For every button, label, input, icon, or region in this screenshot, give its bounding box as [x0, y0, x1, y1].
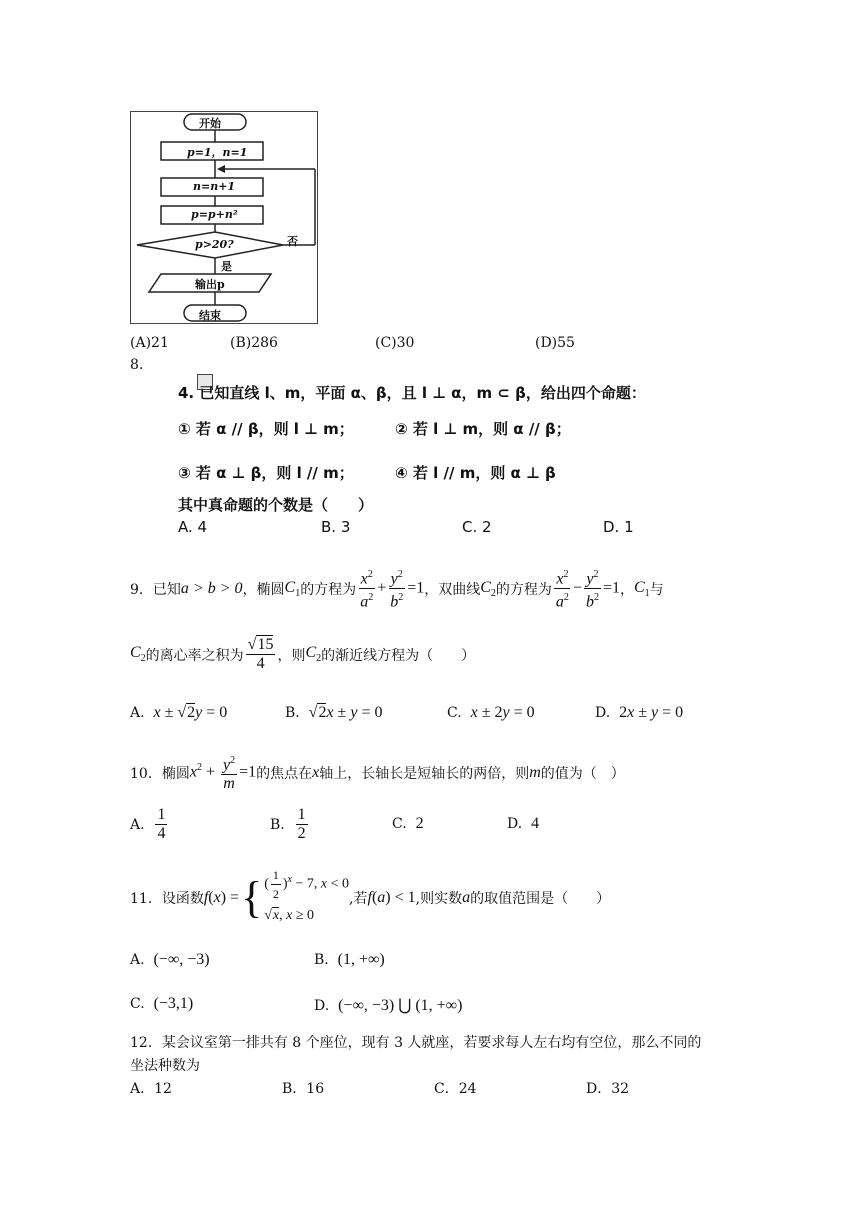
q8-prop-4: ④ 若 l // m，则 α ⊥ β: [395, 464, 556, 482]
q10-text-2: 轴上，长轴长是短轴长的两倍，则: [319, 765, 530, 782]
q11-text-2: ,则实数: [415, 890, 463, 907]
step1-label: n=n+1: [193, 180, 236, 193]
q9-text-4: 的方程为: [495, 581, 552, 598]
start-label: 开始: [199, 117, 221, 130]
q9-text-6: 与: [649, 581, 664, 598]
x-axis-symbol: x: [312, 763, 320, 781]
q7-option-d: (D)55: [535, 335, 575, 351]
q10-option-b: B. $\frac{1}{2}$: [270, 806, 306, 842]
q12-option-b: B．16: [282, 1081, 325, 1097]
c2-symbol-2: $C_2$: [130, 644, 146, 665]
q9-line-2: [130, 636, 475, 673]
q9-line-1: [130, 566, 664, 612]
a-symbol: a: [462, 888, 471, 906]
hyperbola-equation: $\frac{x^2}{a^2}$ − $\frac{y^2}{b^2}$ =1: [552, 566, 620, 612]
end-label: 结束: [199, 309, 221, 322]
q9-text-1: ，椭圆: [242, 581, 285, 598]
q9-condition: a > b > 0: [180, 579, 243, 597]
q7-option-b: (B)286: [230, 335, 278, 351]
q7-option-c: (C)30: [375, 335, 415, 351]
c1-symbol-2: $C_1$: [633, 578, 650, 599]
q9-option-d: D. 2x ± y = 0: [595, 704, 684, 721]
q8-option-c: C. 2: [462, 518, 492, 536]
q8-prop-2: ② 若 l ⊥ m，则 α // β；: [395, 420, 571, 438]
q12-line-2: 坐法种数为: [130, 1058, 200, 1074]
q8-prop-3: ③ 若 α ⊥ β，则 l // m；: [178, 464, 354, 482]
q10-option-d: D. 4: [507, 815, 540, 832]
q11-text-3: 的取值范围是（ ）: [470, 890, 611, 907]
q8-option-a: A. 4: [178, 518, 208, 536]
q11-option-c: C. (−3,1): [130, 995, 194, 1012]
step2-label: p=p+n²: [191, 208, 238, 221]
q9-option-c: C. x ± 2y = 0: [447, 704, 535, 721]
q10-text-3: 的值为（ ）: [540, 765, 625, 782]
q9-text-8: ，则: [277, 647, 306, 664]
flowchart-figure: [130, 111, 318, 324]
c1-symbol: $C_1$: [284, 578, 301, 599]
q9-number: 9．已知: [130, 581, 181, 598]
q11-option-b: B. (1, +∞): [314, 951, 385, 968]
q8-prop-1: ① 若 α // β，则 l ⊥ m；: [178, 420, 354, 438]
q8-stem: 4. 已知直线 l、m，平面 α、β，且 l ⊥ α，m ⊂ β，给出四个命题：: [178, 384, 646, 402]
output-label: 输出p: [195, 278, 225, 291]
f-a-inequality: f(a) < 1: [367, 888, 416, 906]
q9-option-a: A. x ± √2y = 0: [130, 704, 228, 721]
q8-number: 8.: [130, 357, 144, 373]
q10-option-c: C. 2: [392, 815, 424, 832]
q11-line: [130, 866, 610, 929]
q7-option-a: (A)21: [130, 335, 169, 351]
m-symbol: m: [529, 763, 541, 781]
q12-option-d: D．32: [586, 1081, 630, 1097]
q9-text-2: 的方程为: [300, 581, 357, 598]
yes-label: 是: [221, 260, 232, 273]
q10-number: 10．椭圆: [130, 765, 190, 782]
q9-text-5: ，: [619, 581, 634, 598]
q10-ellipse-equation: $x^2$ + $\frac{y^2}{m}$ =1: [190, 752, 256, 793]
q9-text-9: 的渐近线方程为（ ）: [321, 647, 476, 664]
ellipse-equation: $\frac{x^2}{a^2}$ + $\frac{y^2}{b^2}$ =1: [356, 566, 424, 612]
q11-text-1: ,若: [349, 890, 368, 907]
c2-symbol: $C_2$: [480, 578, 496, 599]
q8-option-b: B. 3: [321, 518, 351, 536]
c2-symbol-3: $C_2$: [305, 644, 322, 665]
init-label: p=1，n=1: [187, 146, 248, 159]
q10-text-1: 的焦点在: [256, 765, 313, 782]
q11-option-a: A. (−∞, −3): [130, 951, 210, 968]
piecewise-function: f ( x ) = { ( $\frac{1}{2}$ )$^x$ − 7, x < 0 √x, x ≥ 0: [203, 868, 350, 923]
q11-number: 11．设函数: [130, 890, 204, 907]
q12-option-c: C．24: [434, 1081, 477, 1097]
q12-line-1: 12．某会议室第一排共有 8 个座位，现有 3 人就座，若要求每人左右均有空位，那么不同的: [130, 1035, 702, 1051]
q11-option-d: D. (−∞, −3) ⋃ (1, +∞): [314, 997, 463, 1014]
q9-text-3: ，双曲线: [424, 581, 481, 598]
q12-option-a: A．12: [130, 1081, 172, 1097]
q9-option-b: B. √2x ± y = 0: [285, 704, 383, 721]
cond-label: p>20?: [195, 238, 234, 251]
q8-option-d: D. 1: [603, 518, 634, 536]
q10-line: [130, 752, 625, 793]
no-label: 否: [287, 235, 298, 248]
eccentricity-product: $\frac{√15}{4}$: [247, 636, 274, 672]
q10-option-a: A. $\frac{1}{4}$: [130, 806, 166, 842]
q9-text-7: 的离心率之积为: [145, 647, 244, 664]
q8-ask: 其中真命题的个数是（ ）: [178, 496, 374, 514]
